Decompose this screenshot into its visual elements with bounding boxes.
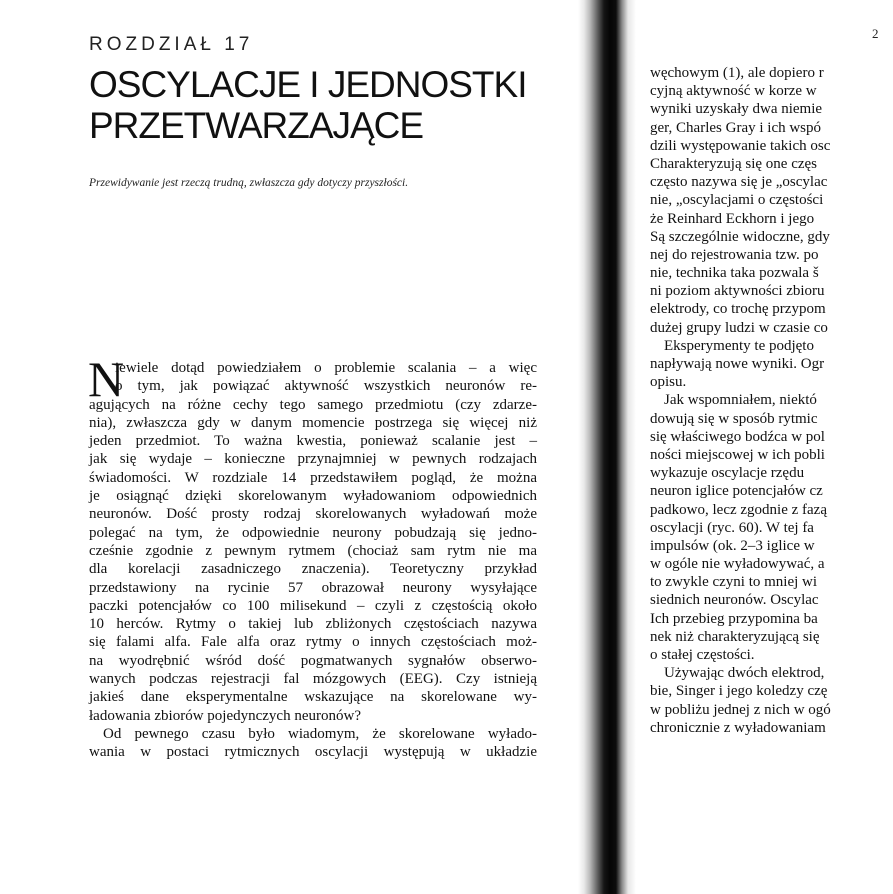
text-line: ności miejscowej w ich pobli xyxy=(650,446,825,463)
text-line: się właściwego bodźca w pol xyxy=(650,428,825,445)
text-line: wania w postaci rytmicznych oscylacji występują w układzie xyxy=(89,744,537,761)
text-line: ger, Charles Gray i ich wspó xyxy=(650,119,822,136)
text-line: dowują się w sposób rytmic xyxy=(650,410,818,427)
text-line: paczki potencjałów co 100 milisekund – czyli z częstością około xyxy=(89,597,537,614)
text-line: napływają nowe wyniki. Ogr xyxy=(650,356,825,372)
text-line: nia), zwłaszcza gdy w danym momencie postrzega się więcej niż xyxy=(89,414,537,431)
text-line: opisu. xyxy=(650,374,687,391)
chapter-title xyxy=(89,64,559,146)
text-line: się falami alfa. Fale alfa oraz rytmy o innych częstościach moż- xyxy=(89,634,537,651)
text-line: chronicznie z wyładowaniam xyxy=(650,719,826,736)
text-line: Charakteryzują się one częs xyxy=(650,155,817,172)
text-line: często nazywa się je „oscylac xyxy=(650,174,828,191)
text-line: dzili występowanie takich osc xyxy=(650,137,831,154)
epigraph: Przewidywanie jest rzeczą trudną, zwłaszcza gdy dotyczy przyszłości. xyxy=(89,177,409,189)
text-line: Eksperymenty te podjęto xyxy=(664,337,814,354)
text-line: jak się wydaje – konieczne przynajmniej w pewnych rodzajach xyxy=(89,451,537,468)
text-line: 10 herców. Rytmy o takiej lub zbliżonych częstościach nazywa xyxy=(89,616,537,633)
chapter-title-line-2: PRZETWARZAJĄCE xyxy=(89,105,424,146)
text-line: nie, technika taka pozwala š xyxy=(650,265,819,282)
text-line: dla korelacji zasadniczego znaczenia). Teoretyczny przykład xyxy=(89,561,537,578)
text-line: Jak wspomniałem, niektó xyxy=(664,392,817,409)
left-body-text xyxy=(88,351,537,762)
text-line: wykazuje oscylacje rzędu xyxy=(650,465,805,482)
text-line: Od pewnego czasu było wiadomym, że skorelowane wyłado- xyxy=(103,725,537,742)
right-page xyxy=(638,0,893,894)
text-line: ładowania zbiorów pojedynczych neuronów? xyxy=(89,707,361,724)
text-line: impulsów (ok. 2–3 iglice w xyxy=(650,537,815,554)
text-line: to zwykle czyni to mniej wi xyxy=(650,574,818,591)
text-line: siednich neuronów. Oscylac xyxy=(650,592,819,609)
drop-cap: N xyxy=(88,351,125,407)
text-line: cześnie zgodnie z pewnym rytmem (chociaż sam rytm nie ma xyxy=(89,542,537,559)
text-line: neuron iglice potencjałów cz xyxy=(650,483,823,500)
text-line: polegać na tym, że odpowiednie neurony pobudzają się jedno- xyxy=(89,524,537,541)
text-line: Ich przebieg przypomina ba xyxy=(650,610,818,627)
text-line: neuronów. Dość prosty rodzaj skorelowanych wyładowań może xyxy=(89,506,537,523)
text-line: bie, Singer i jego koledzy czę xyxy=(650,683,828,700)
text-line: wyniki uzyskały dwa niemie xyxy=(650,101,823,118)
text-line: ni poziom aktywności zbioru xyxy=(650,283,825,300)
text-line: agujących na różne cechy tego samego przedmiotu (czy zdarze- xyxy=(89,396,537,413)
text-line: nie, „oscylacjami o częstości xyxy=(650,192,824,209)
right-body-text xyxy=(650,64,893,737)
text-line: w ogóle nie wyładowywać, a xyxy=(650,556,825,573)
text-line: o stałej częstości. xyxy=(650,647,755,663)
text-line: przedstawiony na rycinie 57 obrazował neurony wysyłające xyxy=(89,579,537,596)
page-number: 2 xyxy=(872,26,879,41)
chapter-label: ROZDZIAŁ 17 xyxy=(89,34,254,55)
text-line: cyjną aktywność w korze w xyxy=(650,83,817,100)
text-line: wanych podczas rejestracji fal mózgowych (EEG). Czy istnieją xyxy=(89,671,537,688)
text-line: nek niż charakteryzującą się xyxy=(650,628,820,645)
book-spine-shadow xyxy=(578,0,638,894)
text-line: jakieś dane eksperymentalne wskazujące na skorelowane wy- xyxy=(89,689,537,706)
text-line: na wyodrębnić wśród dość pogmatwanych sygnałów obserwo- xyxy=(89,652,537,669)
text-line: oscylacji (ryc. 60). W tej fa xyxy=(650,519,814,536)
text-line: świadomości. W rozdziale 14 przedstawiłem pogląd, że można xyxy=(89,469,537,486)
text-line: węchowym (1), ale dopiero r xyxy=(650,65,824,81)
text-line: o tym, jak powiązać aktywność wszystkich neuronów re- xyxy=(115,378,537,395)
text-line-content: iewiele dotąd powiedziałem o problemie scalania – a więc xyxy=(115,360,537,376)
text-line: dużej grupy ludzi w czasie co xyxy=(650,319,828,336)
text-line: Są szczególnie widoczne, gdy xyxy=(650,228,830,245)
text-line: elektrody, co trochę przypom xyxy=(650,301,826,318)
text-line: nej do rejestrowania tzw. po xyxy=(650,246,819,263)
text-line: że Reinhard Eckhorn i jego xyxy=(650,210,815,227)
text-line: padkowo, lecz zgodnie z fazą xyxy=(650,501,827,518)
text-line: w pobliżu jednej z nich w ogó xyxy=(650,701,831,718)
chapter-title-line-1: OSCYLACJE I JEDNOSTKI xyxy=(89,64,527,105)
text-line: Używając dwóch elektrod, xyxy=(664,665,825,682)
text-line: je osiągnąć dzięki skorelowanym wyładowaniom odpowiednich xyxy=(89,488,537,505)
text-line: jeden przedmiot. To ważna kwestia, ponieważ scalanie jest – xyxy=(89,433,537,450)
